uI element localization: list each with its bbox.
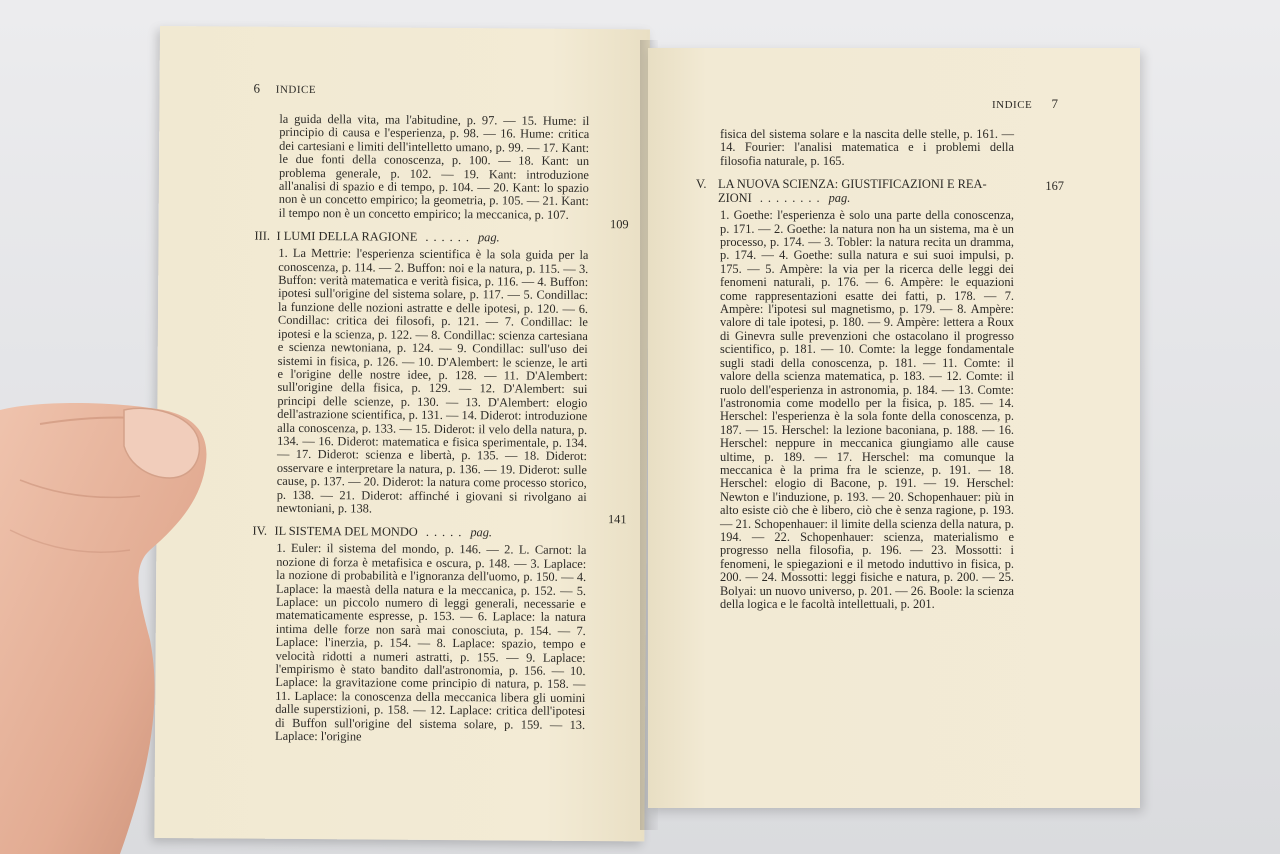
pag-label: pag. bbox=[477, 230, 500, 245]
section-title: IL SISTEMA DEL MONDO bbox=[274, 524, 418, 540]
hand-photo bbox=[0, 400, 210, 854]
section-v bbox=[696, 177, 1064, 611]
section-entries: 1. Euler: il sistema del mondo, p. 146. — 2. L. Carnot: la nozione di forza è metafisica e oscura, p. 148. — 3. Laplace: la nozione di probabilità e l'ignoranza dell'uomo, p. 150. — 4. Laplace: la maestà della natura e la meccanica, p. 152. — 5. Laplace: un piccolo numero di leggi generali, necessarie e matematicamente espresse, p. 153. — 6. Laplace: la natura intima delle forze non sarà mai conosciuta, p. 154. — 7. Laplace: l'inerzia, p. 154. — 8. Laplace: spazio, tempo e velocità ridotti a numeri astratti, p. 155. — 9. Laplace: l'empirismo è stato bandito dall'astronomia, p. 156. — 10. Laplace: la gravitazione come principio di natura, p. 158. — 11. Laplace: la conoscenza della meccanica libera gli uomini dalle superstizioni, p. 158. — 12. Laplace: critica dell'ipotesi di Buffon sull'origine del sistema solare, p. 159. — 13. Laplace: l'origine bbox=[274, 541, 587, 744]
section-page-ref: 141 bbox=[607, 512, 627, 527]
pag-label: pag. bbox=[828, 191, 851, 206]
section-title-line-1: LA NUOVA SCIENZA: GIUSTIFICAZIONI E REA- bbox=[718, 177, 987, 192]
right-page-content bbox=[696, 127, 1064, 611]
section-page-ref: 109 bbox=[609, 217, 629, 232]
section-heading: IV. IL SISTEMA DEL MONDO ..... pag. bbox=[252, 524, 493, 540]
left-intro-text: la guida della vita, ma l'abitudine, p. 97. — 15. Hume: il principio di causa e l'esperienza, p. 98. — 16. Hume: critica dei cartesiani e limiti dell'intelletto umano, p. 99. — 17. Kant: le due fonti della conoscenza, p. 100. — 18. Kant: un problema generale, p. 102. — 19. Kant: introduzione all'analisi di spazio e di tempo, p. 104. — 20. Kant: lo spazio non è un concetto empirico; la geometria, p. 105. — 21. Kant: il tempo non è un concetto empirico; la meccanica, p. 107. bbox=[278, 111, 590, 222]
left-running-head bbox=[254, 81, 317, 97]
left-header-title: INDICE bbox=[275, 83, 317, 97]
section-roman: III. bbox=[254, 228, 271, 244]
section-heading: V. LA NUOVA SCIENZA: GIUSTIFICAZIONI E REA- ZIONI ........ pag. bbox=[696, 177, 987, 206]
right-intro-text: fisica del sistema solare e la nascita delle stelle, p. 161. — 14. Fourier: l'analisi matematica e i problemi della filosofia naturale, p. 165. bbox=[720, 127, 1014, 168]
section-iv bbox=[252, 512, 627, 745]
section-title-line-2: ZIONI bbox=[718, 191, 752, 206]
section-entries: 1. Goethe: l'esperienza è solo una parte della conoscenza, p. 171. — 2. Goethe: la natura non ha un sistema, ma è un processo, p. 174. — 3. Tobler: la natura recita un dramma, p. 174. — 4. Goethe: sulla natura e sui suoi impulsi, p. 175. — 5. Ampère: la via per la ricerca delle leggi dei fenomeni naturali, p. 176. — 6. Ampère: le equazioni come rappresentazioni esatte dei fatti, p. 178. — 7. Ampère: l'ipotesi sul magnetismo, p. 179. — 8. Ampère: valore di tale ipotesi, p. 180. — 9. Ampère: lettera a Roux di Ginevra sulle prevenzioni che ostacolano il progresso scientifico, p. 181. — 10. Comte: la legge fondamentale sugli stadi della conoscenza, p. 181. — 11. Comte: il valore della scienza matematica, p. 183. — 12. Comte: il ruolo dell'esperienza in astronomia, p. 184. — 13. Comte: l'astronomia come modello per la fisica, p. 185. — 14. Herschel: l'esperienza è la sola fonte della conoscenza, p. 187. — 15. Herschel: la lezione baconiana, p. 188. — 16. Herschel: neppure in meccanica giungiamo alle cause ultime, p. 189. — 17. Herschel: ma comunque la meccanica è la prima fra le scienze, p. 191. — 18. Herschel: elogio di Bacone, p. 191. — 19. Herschel: Newton e l'induzione, p. 193. — 20. Schopenhauer: più in alto esiste ciò che è libero, ciò che è senza ragione, p. 193. — 21. Schopenhauer: il limite della scienza della natura, p. 194. — 22. Schopenhauer: scienza, materialismo e progresso nella filosofia, p. 196. — 23. Mossotti: i fenomeni, le spiegazioni e il metodo induttivo in fisica, p. 200. — 24. Mossotti: leggi fisiche e natura, p. 200. — 25. Bolyai: un nuovo universo, p. 201. — 26. Boole: la scienza della logica e le facoltà intellettuali, p. 201. bbox=[720, 208, 1014, 611]
right-page bbox=[648, 48, 1140, 808]
section-iii bbox=[254, 217, 629, 517]
section-page-ref: 167 bbox=[1045, 179, 1064, 194]
right-page-number: 7 bbox=[1051, 96, 1059, 111]
left-page bbox=[154, 26, 650, 841]
section-roman: IV. bbox=[252, 524, 268, 539]
left-page-number: 6 bbox=[253, 80, 261, 96]
section-roman: V. bbox=[696, 177, 707, 192]
left-page-content bbox=[252, 111, 629, 746]
section-heading: III. I LUMI DELLA RAGIONE ...... pag. bbox=[254, 228, 500, 245]
section-entries: 1. La Mettrie: l'esperienza scientifica è la sola guida per la conoscenza, p. 114. — 2. Buffon: noi e la natura, p. 115. — 3. Buffon: verità matematica e verità fisica, p. 116. — 4. Buffon: ipotesi sull'origine del sistema solare, p. 117. — 5. Condillac: la funzione delle nozioni astratte e delle ipotesi, p. 120. — 6. Condillac: critica dei filosofi, p. 121. — 7. Condillac: le ipotesi e la scienza, p. 122. — 8. Condillac: scienza cartesiana e scienza newtoniana, p. 124. — 9. Condillac: sull'uso dei sistemi in fisica, p. 126. — 10. D'Alembert: le scienze, le arti e l'origine delle nostre idee, p. 128. — 11. D'Alembert: sull'origine della fisica, p. 129. — 12. D'Alembert: sui principi delle scienze, p. 130. — 13. D'Alembert: elogio dell'astrazione scientifica, p. 131. — 14. Diderot: introduzione alla conoscenza, p. 133. — 15. Diderot: il velo della natura, p. 134. — 16. Diderot: matematica e fisica sperimentale, p. 134. — 17. Diderot: scienza e libertà, p. 135. — 18. Diderot: osservare e interpretare la natura, p. 136. — 19. Diderot: sulle cause, p. 137. — 20. Diderot: la natura come processo storico, p. 138. — 21. Diderot: affinché i giovani si rivolgano ai newtoniani, p. 138. bbox=[276, 246, 589, 516]
pag-label: pag. bbox=[470, 525, 493, 540]
right-running-head bbox=[992, 96, 1059, 112]
section-title: I LUMI DELLA RAGIONE bbox=[276, 229, 418, 245]
right-header-title: INDICE bbox=[992, 99, 1033, 111]
